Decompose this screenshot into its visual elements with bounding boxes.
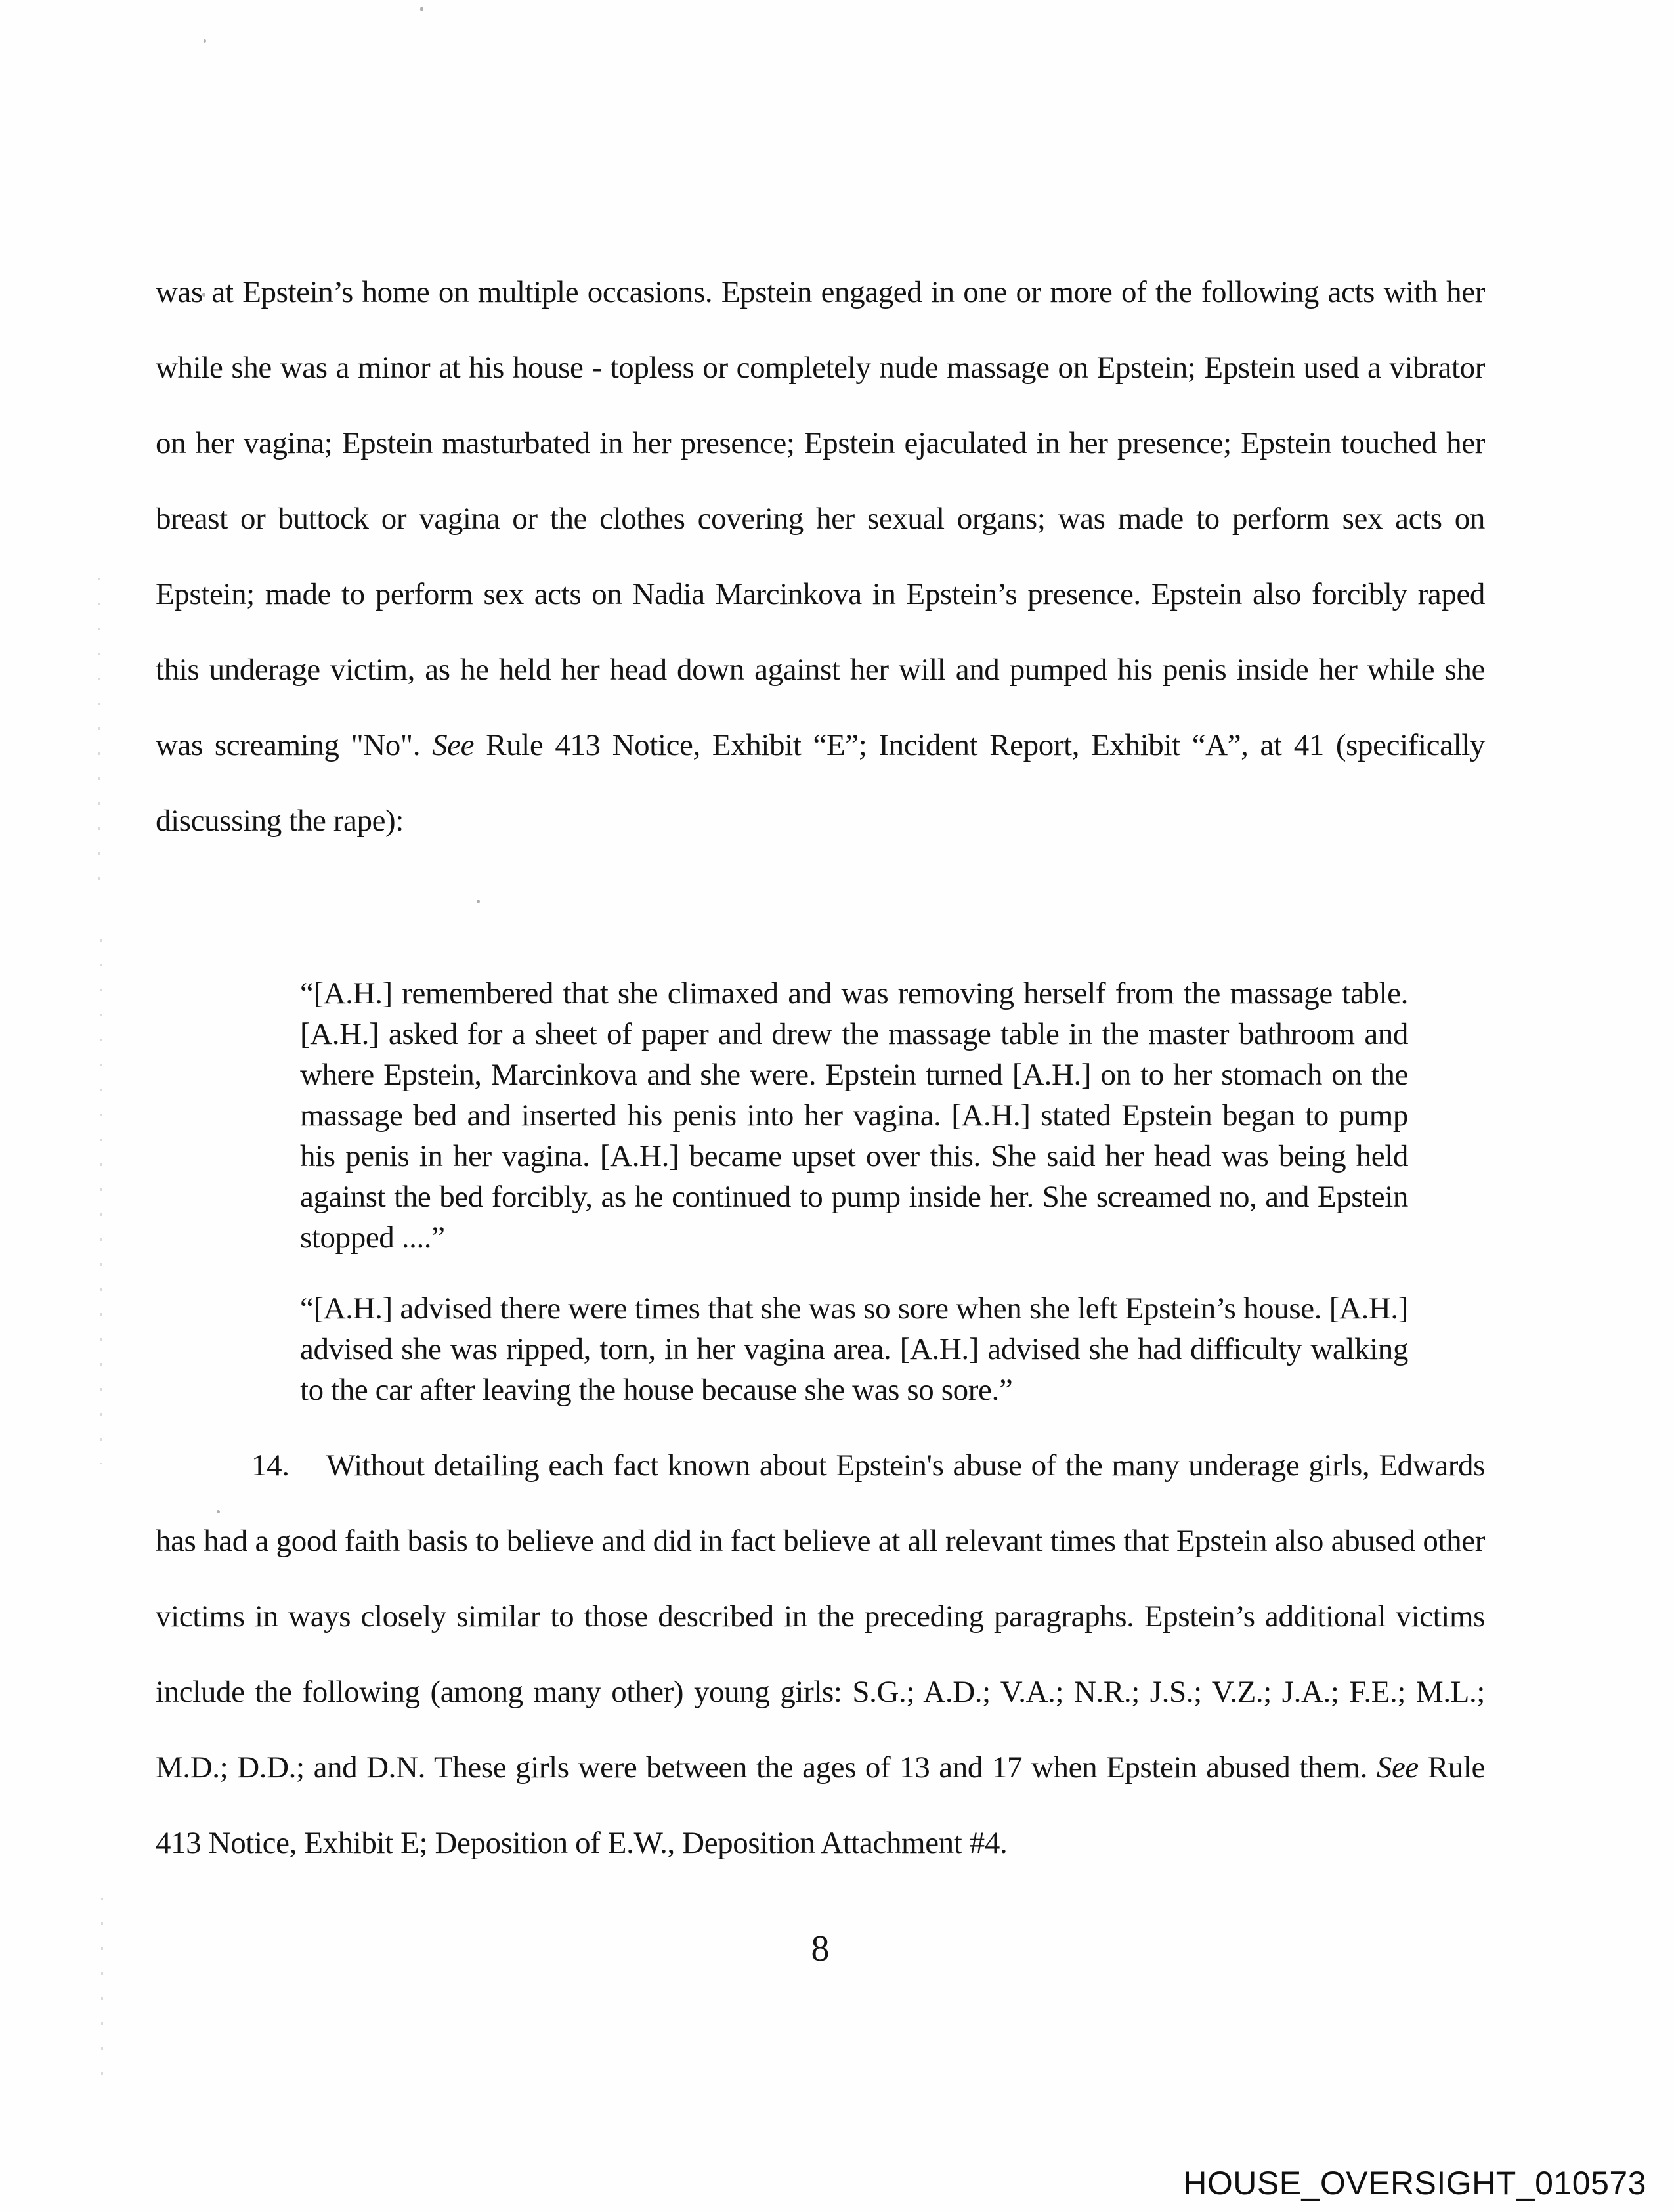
scan-artifact bbox=[98, 578, 100, 880]
scan-artifact bbox=[100, 939, 102, 1464]
paragraph-14-text: Without detailing each fact known about Epstein's abuse of the many underage girls, Edwards has had a good faith basis to believe and did in fact believe at all relevant times that Epstein also abused other victims in ways closely similar to those described in the preceding paragraphs. Epstein’s additional victims include the following (among many other) young girls: S.G.; A.D.; V.A.; N.R.; J.S.; V.Z.; J.A.; F.E.; M.L.; M.D.; D.D.; and D.N. These girls were between the ages of 13 and 17 when Epstein abused them. See Rule 413 Notice, Exhibit E; Deposition of E.W., Deposition Attachment #4. bbox=[156, 1448, 1485, 1860]
paragraph-14-number: 14. bbox=[251, 1448, 290, 1483]
bates-stamp: HOUSE_OVERSIGHT_010573 bbox=[1183, 2165, 1646, 2201]
block-quote-incident-report-2: “[A.H.] advised there were times that she was so sore when she left Epstein’s house. [A.H.] advised she was ripped, torn, in her vagina area. [A.H.] advised she had difficulty walking to the car after leaving the house because she was so sore.” bbox=[300, 1291, 1408, 1407]
block-quote-incident-report-1: “[A.H.] remembered that she climaxed and was removing herself from the massage table. [A.H.] asked for a sheet of paper and drew the massage table in the master bathroom and where Epstein, Marcinkova and she were. Epstein turned [A.H.] on to her stomach on the massage bed and inserted his penis into her vagina. [A.H.] stated Epstein began to pump his penis in her vagina. [A.H.] became upset over this. She said her head was being held against the bed forcibly, as he continued to pump inside her. She screamed no, and Epstein stopped ....” bbox=[300, 976, 1408, 1255]
paragraph-continuation: was at Epstein’s home on multiple occasions. Epstein engaged in one or more of the following acts with her while she was a minor at his house - topless or completely nude massage on Epstein; Epstein used a vibrator on her vagina; Epstein masturbated in her presence; Epstein ejaculated in her presence; Epstein touched her breast or buttock or vagina or the clothes covering her sexual organs; was made to perform sex acts on Epstein; made to perform sex acts on Nadia Marcinkova in Epstein’s presence. Epstein also forcibly raped this underage victim, as he held her head down against her will and pumped his penis inside her while she was screaming "No". See Rule 413 Notice, Exhibit “E”; Incident Report, Exhibit “A”, at 41 (specifically discussing the rape): bbox=[156, 275, 1485, 838]
scan-artifact bbox=[101, 1898, 103, 2094]
paragraph-14 bbox=[156, 1428, 1485, 1881]
scan-artifact bbox=[204, 39, 206, 43]
scan-artifact bbox=[420, 7, 423, 11]
page-number: 8 bbox=[811, 1928, 830, 1969]
scan-artifact bbox=[477, 900, 480, 903]
